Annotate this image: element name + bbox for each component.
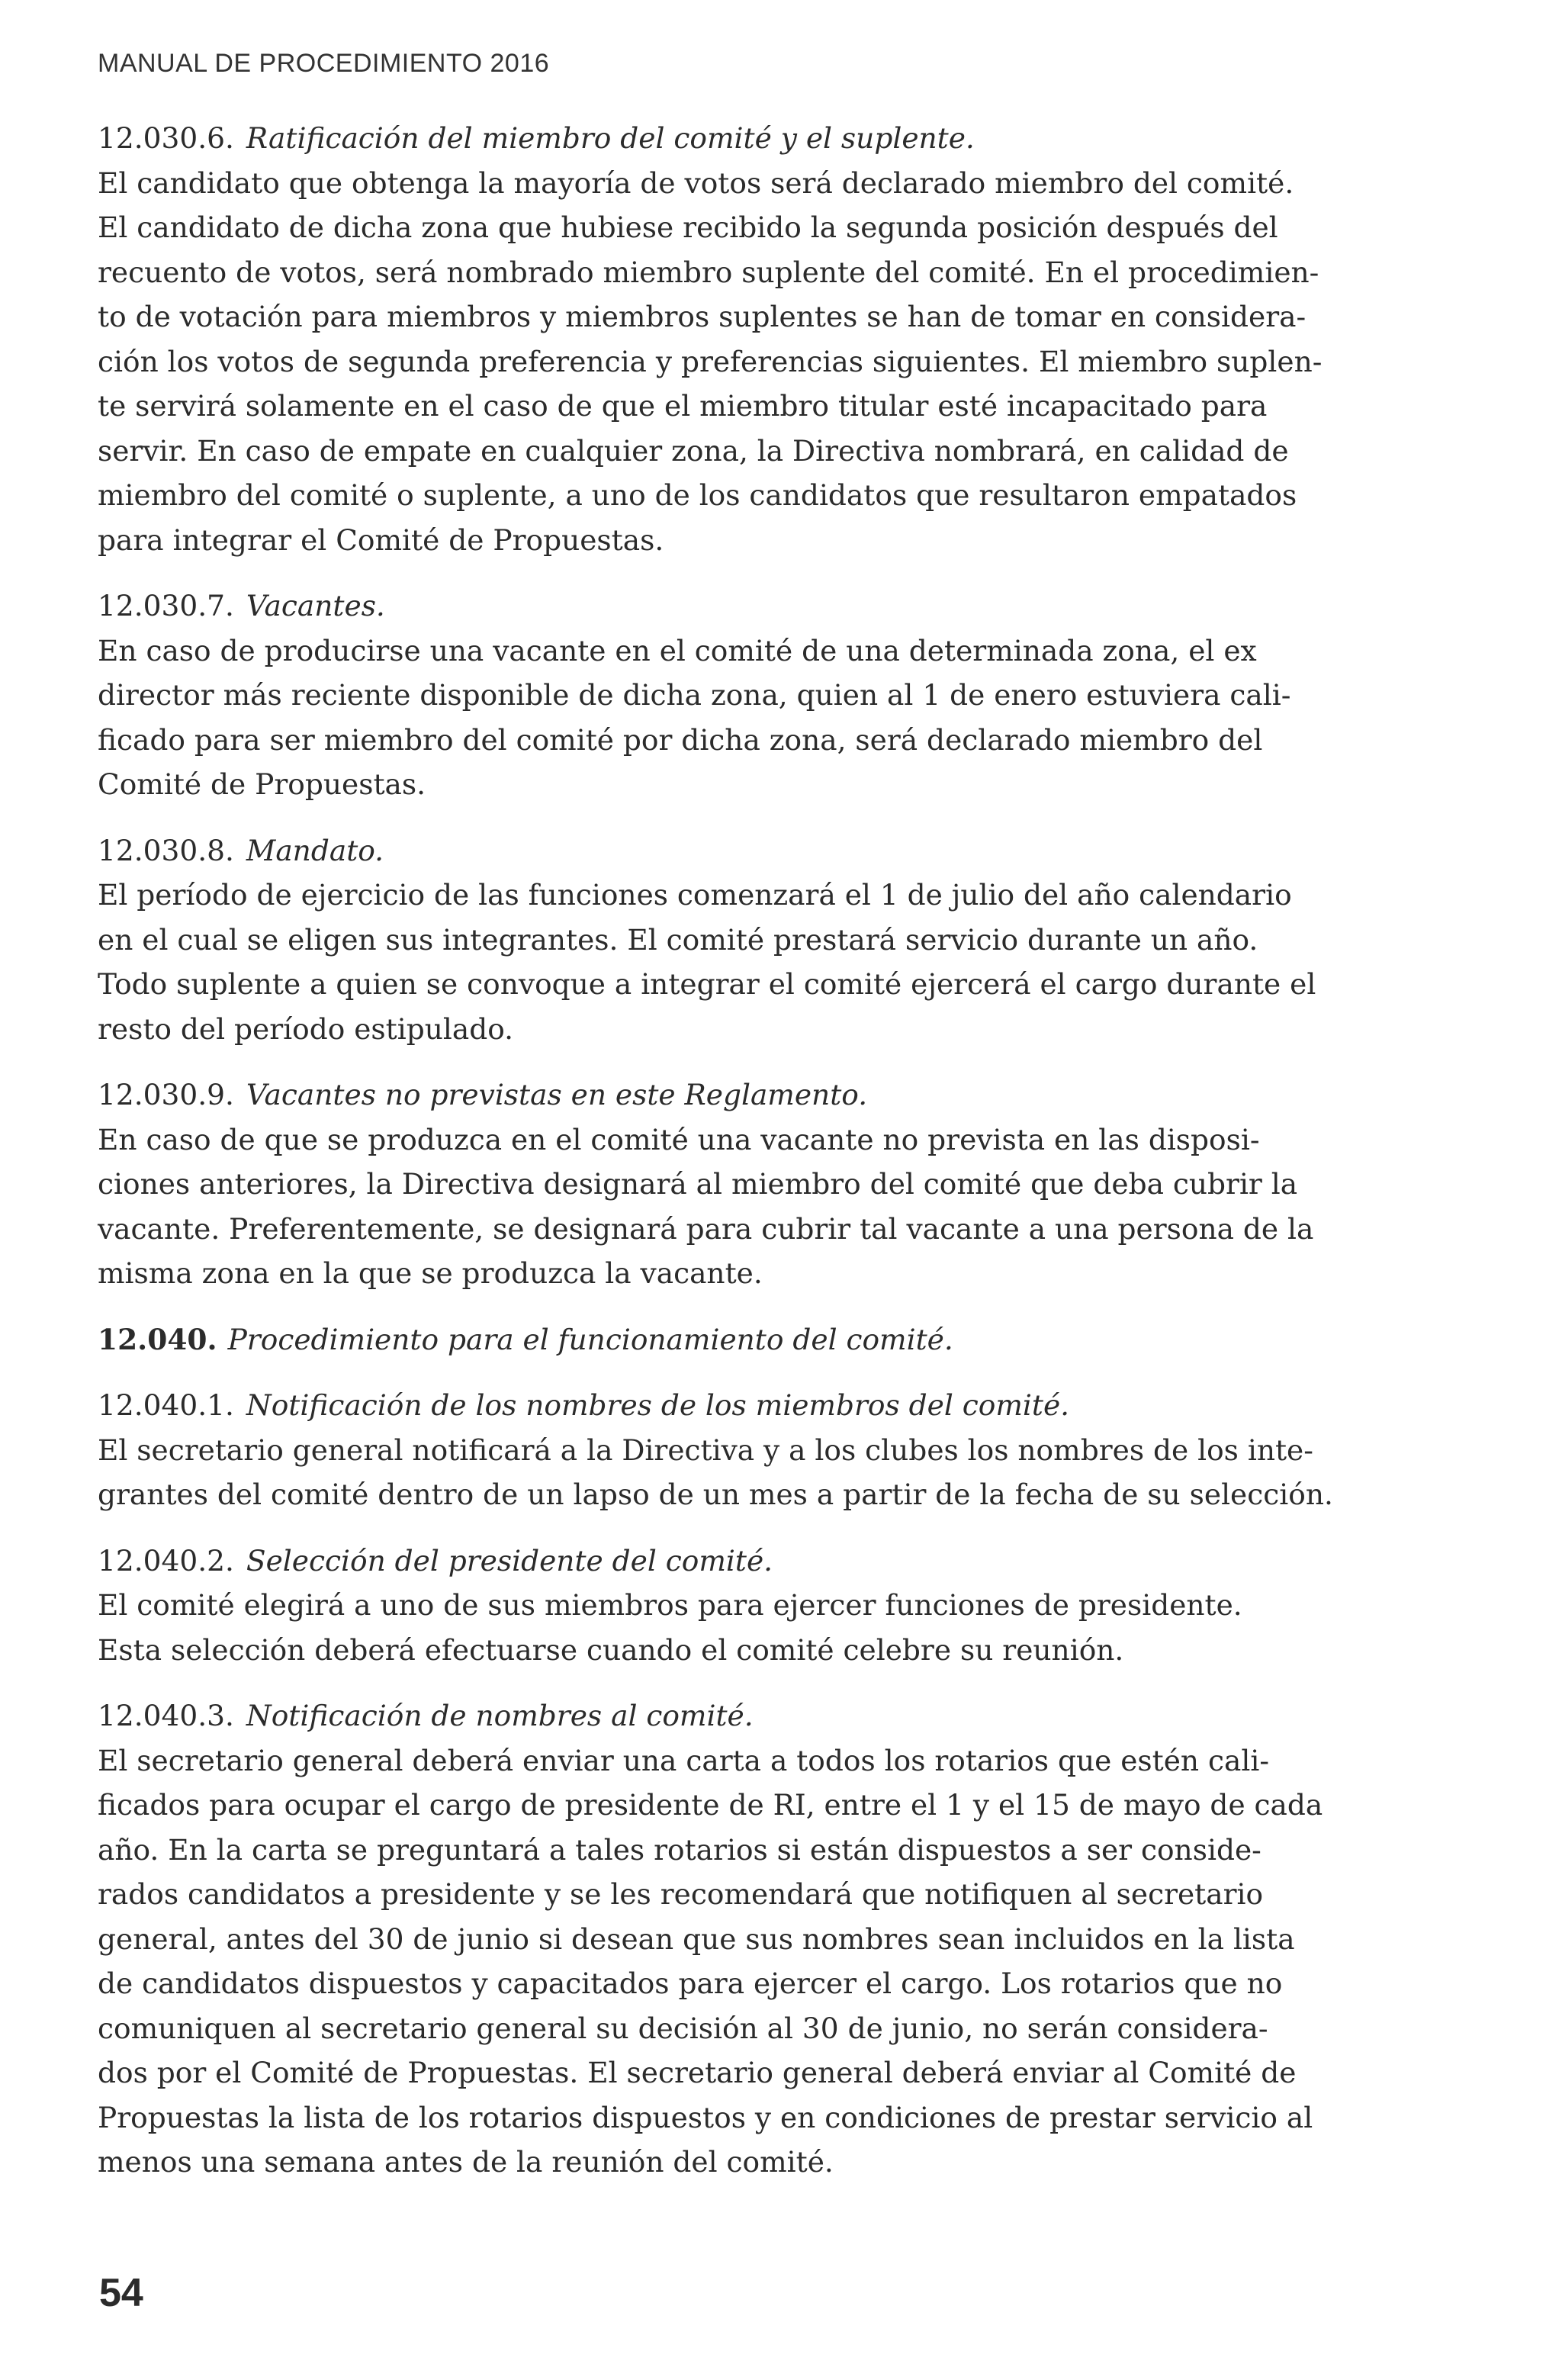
- paragraph-line: de candidatos dispuestos y capacitados para ejercer el cargo. Los rotarios que no: [98, 1967, 1283, 2000]
- paragraph-line: El secretario general notificará a la Directiva y a los clubes los nombres de los inte-: [98, 1433, 1313, 1467]
- paragraph-line: El comité elegirá a uno de sus miembros para ejercer funciones de presidente.: [98, 1588, 1242, 1622]
- section-heading: [98, 116, 1409, 161]
- section-number: 12.030.6.: [98, 121, 234, 155]
- paragraph-line: dos por el Comité de Propuestas. El secretario general deberá enviar al Comité de: [98, 2056, 1297, 2089]
- paragraph-line: Comité de Propuestas.: [98, 767, 426, 801]
- paragraph-line: recuento de votos, será nombrado miembro suplente del comité. En el procedimien-: [98, 255, 1319, 289]
- paragraph-line: ciones anteriores, la Directiva designará al miembro del comité que deba cubrir la: [98, 1167, 1298, 1201]
- section-heading: [98, 1073, 1409, 1118]
- paragraph-line: en el cual se eligen sus integrantes. El comité prestará servicio durante un año.: [98, 922, 1258, 957]
- paragraph-line: comuniquen al secretario general su decisión al 30 de junio, no serán considera-: [98, 2011, 1268, 2045]
- paragraph-line: El candidato de dicha zona que hubiese recibido la segunda posición después del: [98, 211, 1278, 244]
- paragraph-line: te servirá solamente en el caso de que el miembro titular esté incapacitado para: [98, 389, 1268, 423]
- article-section: [98, 1073, 1409, 1296]
- section-title: Ratificación del miembro del comité y el suplente.: [246, 121, 975, 155]
- section-heading: [98, 1539, 1409, 1584]
- paragraph-line: Propuestas la lista de los rotarios dispuestos y en condiciones de prestar servicio al: [98, 2100, 1313, 2134]
- section-number: 12.040.2.: [98, 1543, 234, 1578]
- paragraph-line: Todo suplente a quien se convoque a integrar el comité ejercerá el cargo durante el: [98, 967, 1316, 1001]
- section-heading: [98, 1383, 1409, 1428]
- article-section: [98, 1693, 1409, 2185]
- section-number: 12.030.7.: [98, 589, 234, 622]
- paragraph-line: general, antes del 30 de junio si desean que sus nombres sean incluidos en la lista: [98, 1922, 1295, 1956]
- paragraph-line: El secretario general deberá enviar una carta a todos los rotarios que estén cali-: [98, 1743, 1270, 1777]
- section-title: Selección del presidente del comité.: [246, 1543, 773, 1578]
- paragraph-line: Esta selección deberá efectuarse cuando el comité celebre su reunión.: [98, 1632, 1124, 1667]
- section-number: 12.040.: [98, 1322, 217, 1356]
- section-number: 12.040.1.: [98, 1388, 234, 1422]
- section-title: Vacantes no previstas en este Reglamento.: [246, 1078, 868, 1111]
- paragraph-line: ficado para ser miembro del comité por dicha zona, será declarado miembro del: [98, 722, 1263, 757]
- section-title: Procedimiento para el funcionamiento del comité.: [227, 1322, 953, 1356]
- article-section: [98, 584, 1409, 807]
- paragraph-line: rados candidatos a presidente y se les recomendará que notifiquen al secretario: [98, 1877, 1264, 1911]
- article-section: [98, 828, 1409, 1052]
- paragraph-line: director más reciente disponible de dicha zona, quien al 1 de enero estuviera cali-: [98, 678, 1291, 712]
- section-title: Mandato.: [246, 833, 384, 867]
- paragraph-line: resto del período estipulado.: [98, 1011, 514, 1046]
- section-title: Vacantes.: [246, 589, 385, 622]
- paragraph-line: vacante. Preferentemente, se designará para cubrir tal vacante a una persona de la: [98, 1211, 1314, 1246]
- article-section: [98, 116, 1409, 562]
- section-heading: [98, 1317, 1409, 1362]
- paragraph-line: El período de ejercicio de las funciones comenzará el 1 de julio del año calendario: [98, 878, 1292, 912]
- paragraph-line: misma zona en la que se produzca la vacante.: [98, 1256, 763, 1290]
- page-number: 54: [99, 2271, 143, 2315]
- section-number: 12.030.8.: [98, 833, 234, 867]
- document-body: [98, 116, 1409, 2206]
- paragraph-line: grantes del comité dentro de un lapso de un mes a partir de la fecha de su selección.: [98, 1478, 1333, 1511]
- paragraph-line: para integrar el Comité de Propuestas.: [98, 523, 664, 557]
- paragraph-line: ficados para ocupar el cargo de presidente de RI, entre el 1 y el 15 de mayo de cada: [98, 1788, 1323, 1822]
- article-section: [98, 1383, 1409, 1517]
- article-section: [98, 1539, 1409, 1673]
- paragraph-line: El candidato que obtenga la mayoría de votos será declarado miembro del comité.: [98, 166, 1294, 200]
- paragraph-line: servir. En caso de empate en cualquier zona, la Directiva nombrará, en calidad de: [98, 433, 1289, 468]
- paragraph-line: año. En la carta se preguntará a tales rotarios si están dispuestos a ser conside-: [98, 1832, 1261, 1867]
- section-number: 12.030.9.: [98, 1078, 234, 1111]
- paragraph-line: miembro del comité o suplente, a uno de los candidatos que resultaron empatados: [98, 478, 1297, 512]
- major-section: [98, 1317, 1409, 1362]
- paragraph-line: ción los votos de segunda preferencia y preferencias siguientes. El miembro suplen-: [98, 344, 1323, 378]
- paragraph-line: menos una semana antes de la reunión del comité.: [98, 2145, 834, 2179]
- section-title: Notificación de nombres al comité.: [246, 1699, 754, 1732]
- paragraph-line: En caso de que se produzca en el comité una vacante no prevista en las disposi-: [98, 1122, 1260, 1156]
- paragraph-line: En caso de producirse una vacante en el comité de una determinada zona, el ex: [98, 633, 1257, 667]
- section-number: 12.040.3.: [98, 1699, 234, 1732]
- paragraph-line: to de votación para miembros y miembros suplentes se han de tomar en considera-: [98, 300, 1306, 333]
- section-heading: [98, 584, 1409, 629]
- section-title: Notificación de los nombres de los miembros del comité.: [246, 1388, 1070, 1422]
- section-heading: [98, 1693, 1409, 1738]
- running-header: MANUAL DE PROCEDIMIENTO 2016: [98, 49, 550, 78]
- section-heading: [98, 828, 1409, 873]
